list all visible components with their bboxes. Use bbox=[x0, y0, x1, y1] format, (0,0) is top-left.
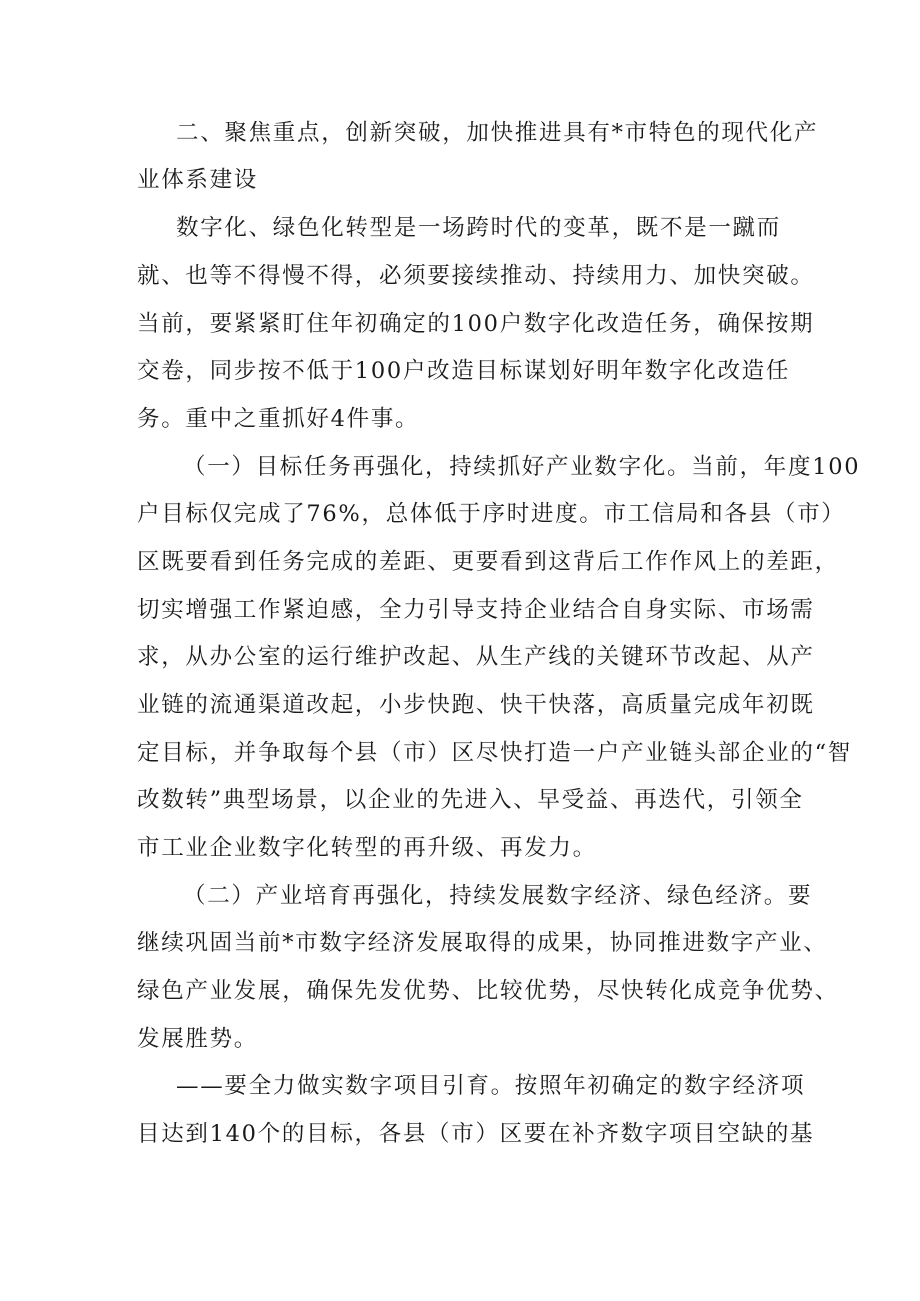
paragraph-2-line-5: 求，从办公室的运行维护改起、从生产线的关键环节改起、从产 bbox=[137, 644, 815, 670]
paragraph-3-line-2: 继续巩固当前*市数字经济发展取得的成果，协同推进数字产业、 bbox=[137, 930, 828, 956]
paragraph-1-line-3: 当前，要紧紧盯住年初确定的100户数字化改造任务，确保按期 bbox=[137, 311, 815, 337]
paragraph-2-line-2: 户目标仅完成了76%，总体低于序时进度。市工信局和各县（市） bbox=[137, 501, 846, 527]
paragraph-1-line-4: 交卷，同步按不低于100户改造目标谋划好明年数字化改造任 bbox=[137, 358, 791, 384]
paragraph-4-line-2: 目达到140个的目标，各县（市）区要在补齐数字项目空缺的基 bbox=[137, 1121, 815, 1147]
paragraph-1-line-1: 数字化、绿色化转型是一场跨时代的变革，既不是一蹴而 bbox=[176, 215, 782, 241]
paragraph-3-line-4: 发展胜势。 bbox=[137, 1026, 259, 1052]
paragraph-4-line-1: ——要全力做实数字项目引育。按照年初确定的数字经济项 bbox=[176, 1073, 806, 1099]
paragraph-2-line-1: （一）目标任务再强化，持续抓好产业数字化。当前，年度100 bbox=[183, 454, 861, 480]
paragraph-2-line-7: 定目标，并争取每个县（市）区尽快打造一户产业链头部企业的“智 bbox=[137, 740, 853, 766]
section-heading-line-1: 二、聚焦重点，创新突破，加快推进具有*市特色的现代化产 bbox=[176, 120, 819, 146]
section-heading-line-2: 业体系建设 bbox=[137, 167, 259, 193]
paragraph-2-line-3: 区既要看到任务完成的差距、更要看到这背后工作作风上的差距， bbox=[137, 549, 839, 575]
paragraph-2-line-9: 市工业企业数字化转型的再升级、再发力。 bbox=[137, 835, 597, 861]
paragraph-2-line-4: 切实增强工作紧迫感，全力引导支持企业结合自身实际、市场需 bbox=[137, 597, 815, 623]
paragraph-2-line-6: 业链的流通渠道改起，小步快跑、快干快落，高质量完成年初既 bbox=[137, 692, 815, 718]
paragraph-2-line-8: 改数转”典型场景，以企业的先进入、早受益、再迭代，引领全 bbox=[137, 787, 804, 813]
paragraph-3-line-3: 绿色产业发展，确保先发优势、比较优势，尽快转化成竞争优势、 bbox=[137, 978, 839, 1004]
paragraph-3-line-1: （二）产业培育再强化，持续发展数字经济、绿色经济。要 bbox=[183, 883, 813, 909]
paragraph-1-line-2: 就、也等不得慢不得，必须要接续推动、持续用力、加快突破。 bbox=[137, 263, 815, 289]
paragraph-1-line-5: 务。重中之重抓好4件事。 bbox=[137, 406, 420, 432]
